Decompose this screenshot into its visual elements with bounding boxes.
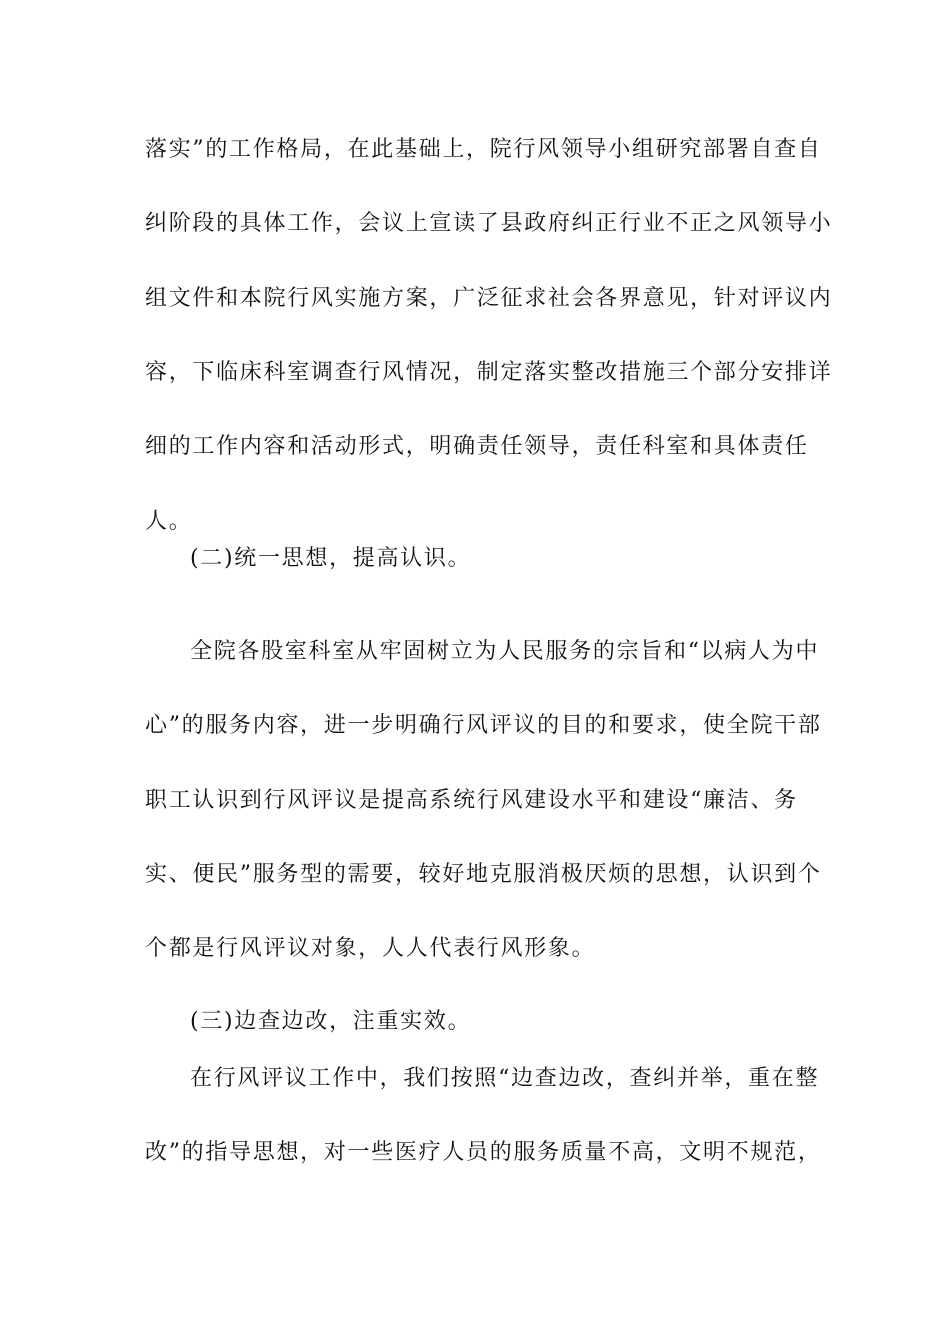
text-line-3: 组文件和本院行风实施方案，广泛征求社会各界意见，针对评议内 [145,286,833,311]
text-line-6: 人。 [145,509,193,534]
section-heading-3: (三)边查边改，注重实效。 [190,1009,472,1034]
text-line-5: 细的工作内容和活动形式，明确责任领导，责任科室和具体责任 [145,434,809,459]
text-line-12: 个都是行风评议对象，人人代表行风形象。 [145,936,596,961]
text-line-10: 职工认识到行风评议是提高系统行风建设水平和建设“廉洁、务 [145,788,798,813]
text-line-1: 落实”的工作格局，在此基础上，院行风领导小组研究部署自查自 [145,137,822,162]
text-line-9: 心”的服务内容，进一步明确行风评议的目的和要求，使全院干部 [145,713,822,738]
text-line-11: 实、便民”服务型的需要，较好地克服消极厌烦的思想，认识到个 [145,862,822,887]
section-heading-2: (二)统一思想，提高认识。 [190,546,472,571]
text-line-2: 纠阶段的具体工作，会议上宣读了县政府纠正行业不正之风领导小 [145,211,833,236]
text-line-14: 在行风评议工作中，我们按照“边查边改，查纠并举，重在整 [190,1066,820,1091]
text-line-15: 改”的指导思想，对一些医疗人员的服务质量不高，文明不规范， [145,1140,822,1165]
text-line-4: 容，下临床科室调查行风情况，制定落实整改措施三个部分安排详 [145,360,833,385]
text-line-8: 全院各股室科室从牢固树立为人民服务的宗旨和“以病人为中 [190,639,820,664]
